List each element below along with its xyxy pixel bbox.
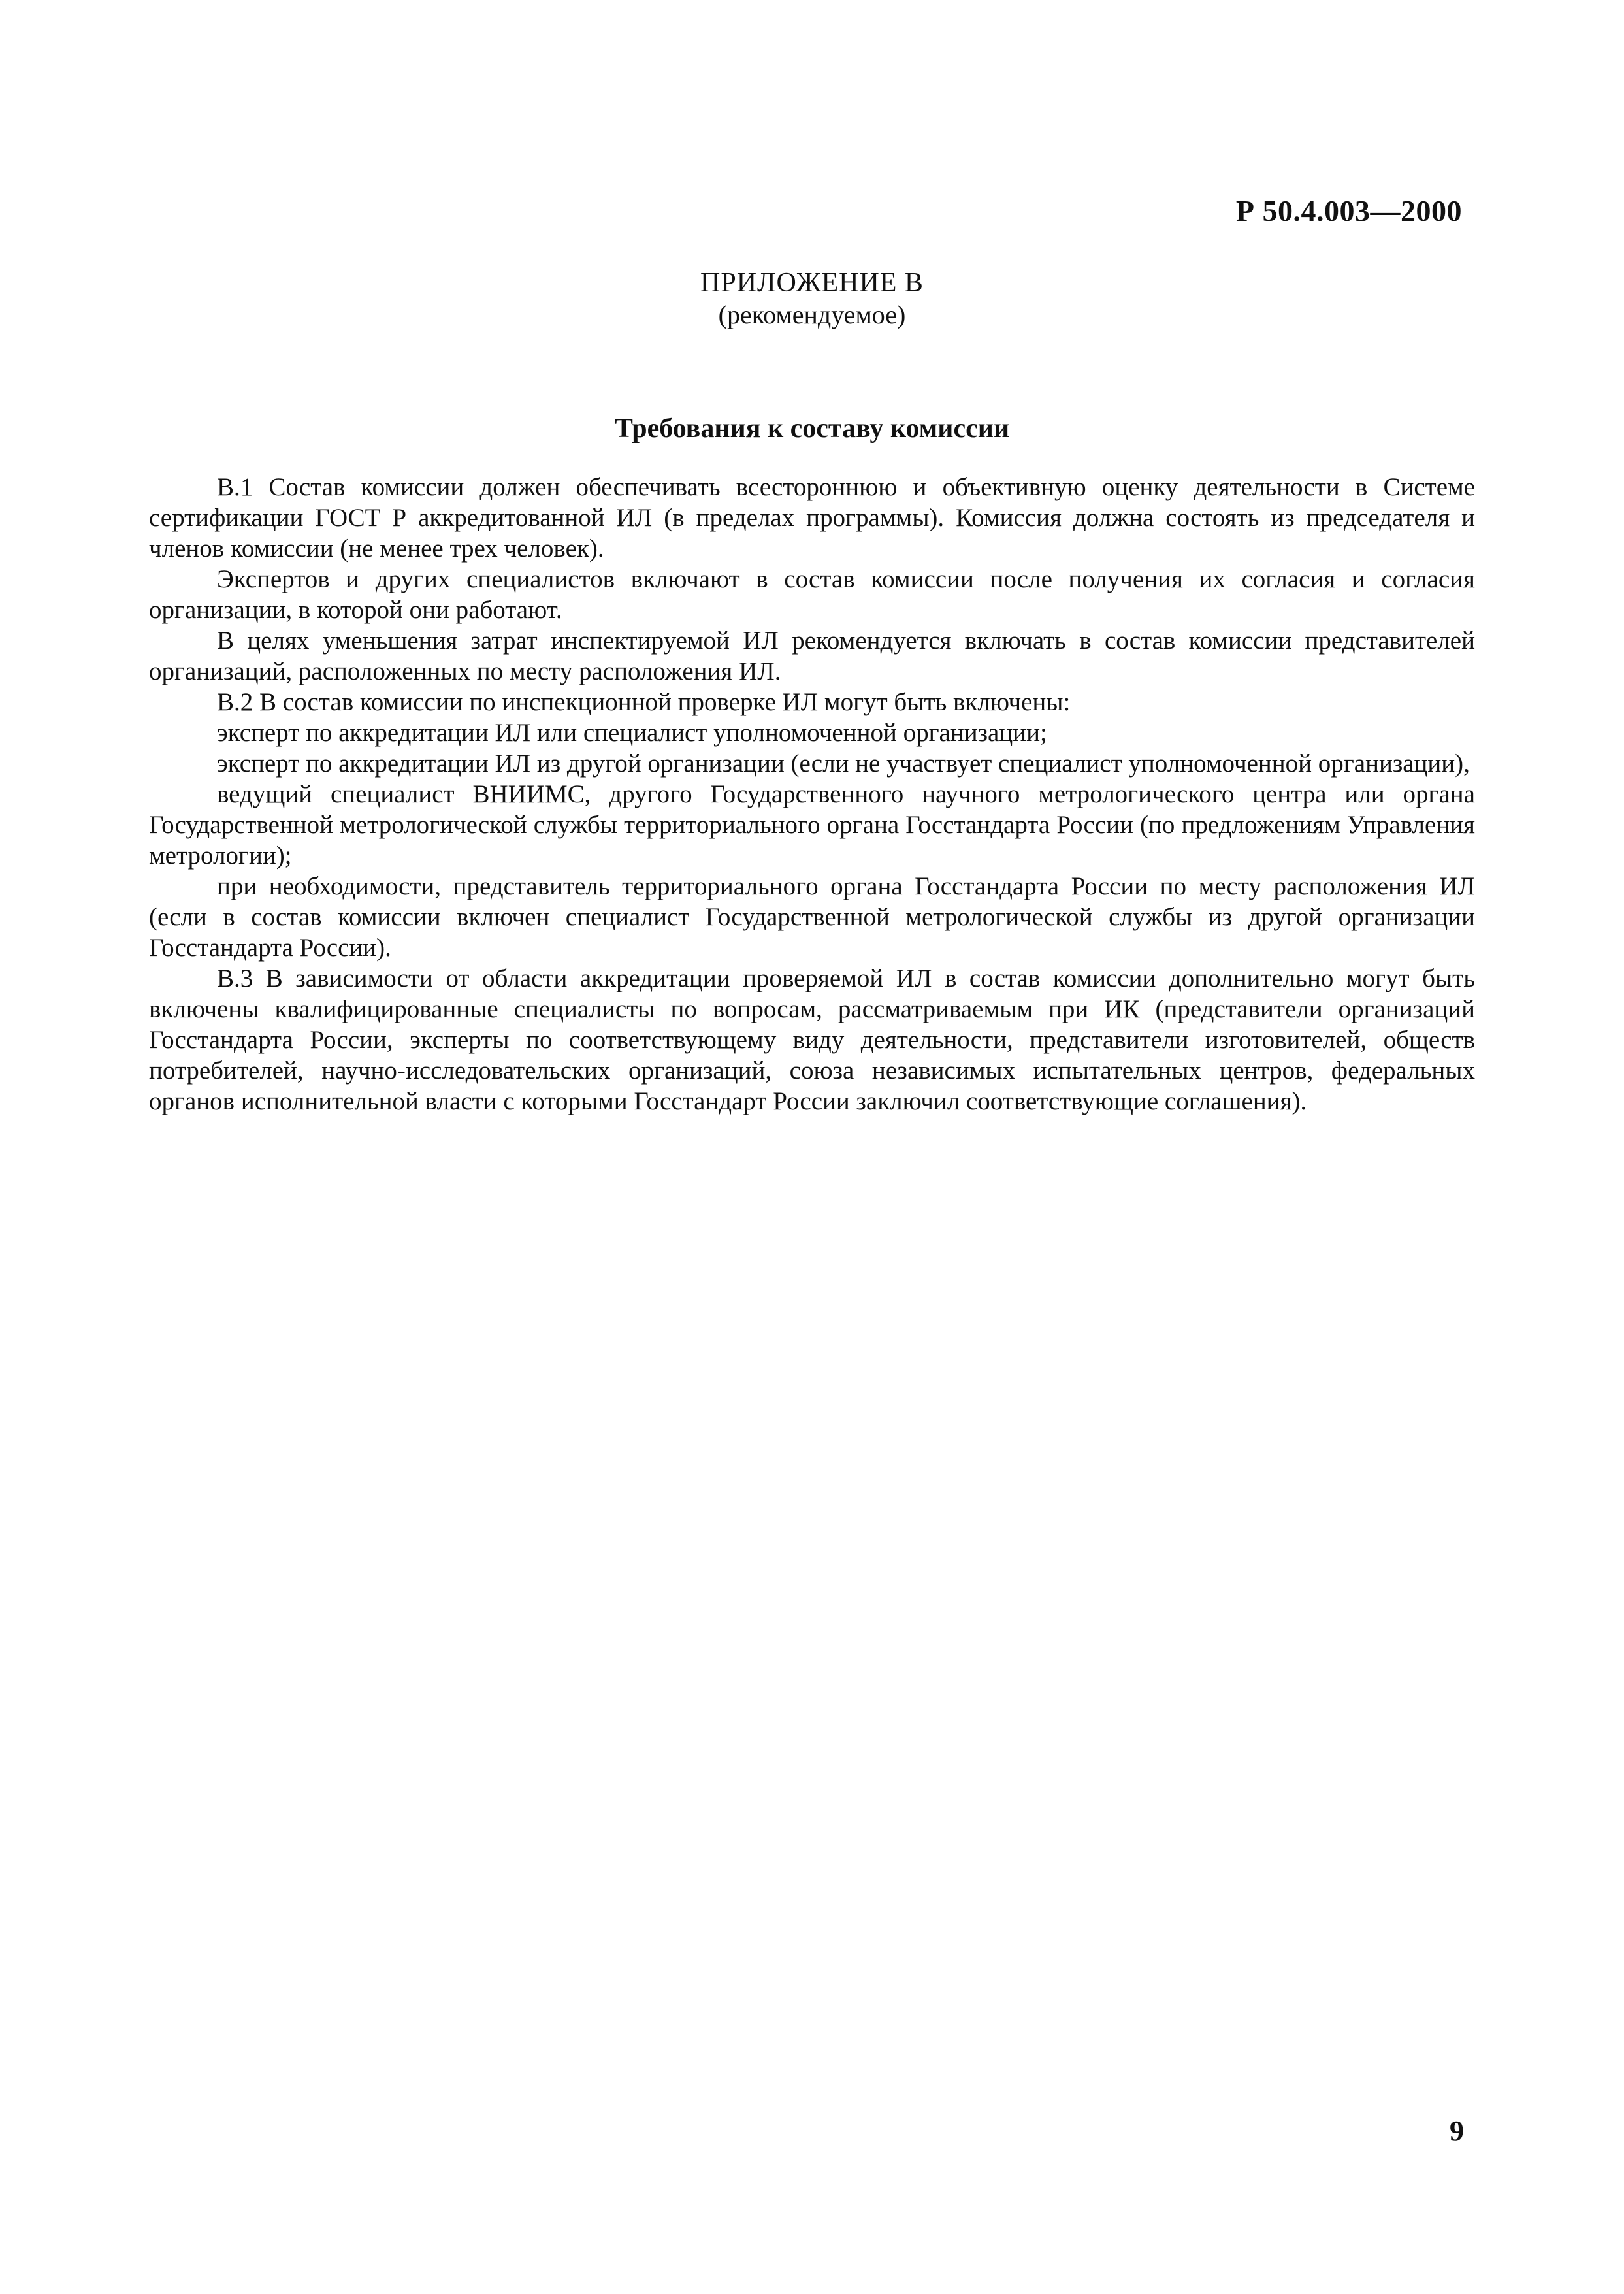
paragraph-b1: В.1 Состав комиссии должен обеспечивать всестороннюю и объективную оценку деятельности в Системе сертификации ГОСТ Р аккредитованной ИЛ (в пределах программы). Комиссия должна состоять из председателя и членов комиссии (не менее трех человек). — [149, 473, 1475, 563]
page-number: 9 — [1450, 2115, 1464, 2147]
appendix-subtitle: (рекомендуемое) — [718, 300, 906, 329]
paragraph-b3: В.3 В зависимости от области аккредитации проверяемой ИЛ в состав комиссии дополнительно могут быть включены квалифицированные специалисты по вопросам, рассматриваемым при ИК (представители организаций Госстандарта России, эксперты по соответствующему виду деятельности, представители изготовителей, обществ потребителей, научно-исследовательских организаций, союза независимых испытательных центров, федеральных органов исполнительной власти с которыми Госстандарт России заключил соответствующие соглашения). — [149, 964, 1475, 1115]
document-code: Р 50.4.003—2000 — [1235, 194, 1462, 227]
section-title: Требования к составу комиссии — [614, 414, 1010, 444]
paragraph-costs: В целях уменьшения затрат инспектируемой ИЛ рекомендуется включать в состав комиссии представителей организаций, расположенных по месту расположения ИЛ. — [149, 627, 1475, 685]
paragraph-experts: Экспертов и других специалистов включают в состав комиссии после получения их согласия и согласия организации, в которой они работают. — [149, 565, 1475, 624]
list-item: эксперт по аккредитации ИЛ из другой организации (если не участвует специалист уполномоченной организации), — [217, 749, 1470, 778]
appendix-title: ПРИЛОЖЕНИЕ В — [700, 268, 924, 298]
list-item: при необходимости, представитель территориального органа Госстандарта России по месту расположения ИЛ (если в состав комиссии включен специалист Государственной метрологической службы из другой организации Госстандарта России). — [149, 872, 1475, 962]
paragraph-b2: В.2 В состав комиссии по инспекционной проверке ИЛ могут быть включены: — [217, 688, 1071, 716]
body-text — [149, 472, 1475, 1117]
appendix-heading — [0, 267, 1624, 331]
list-item: ведущий специалист ВНИИМС, другого Государственного научного метрологического центра или органа Государственной метрологической службы территориального органа Госстандарта России (по предложениям Управления метрологии); — [149, 780, 1475, 870]
list-item: эксперт по аккредитации ИЛ или специалист уполномоченной организации; — [217, 719, 1047, 747]
